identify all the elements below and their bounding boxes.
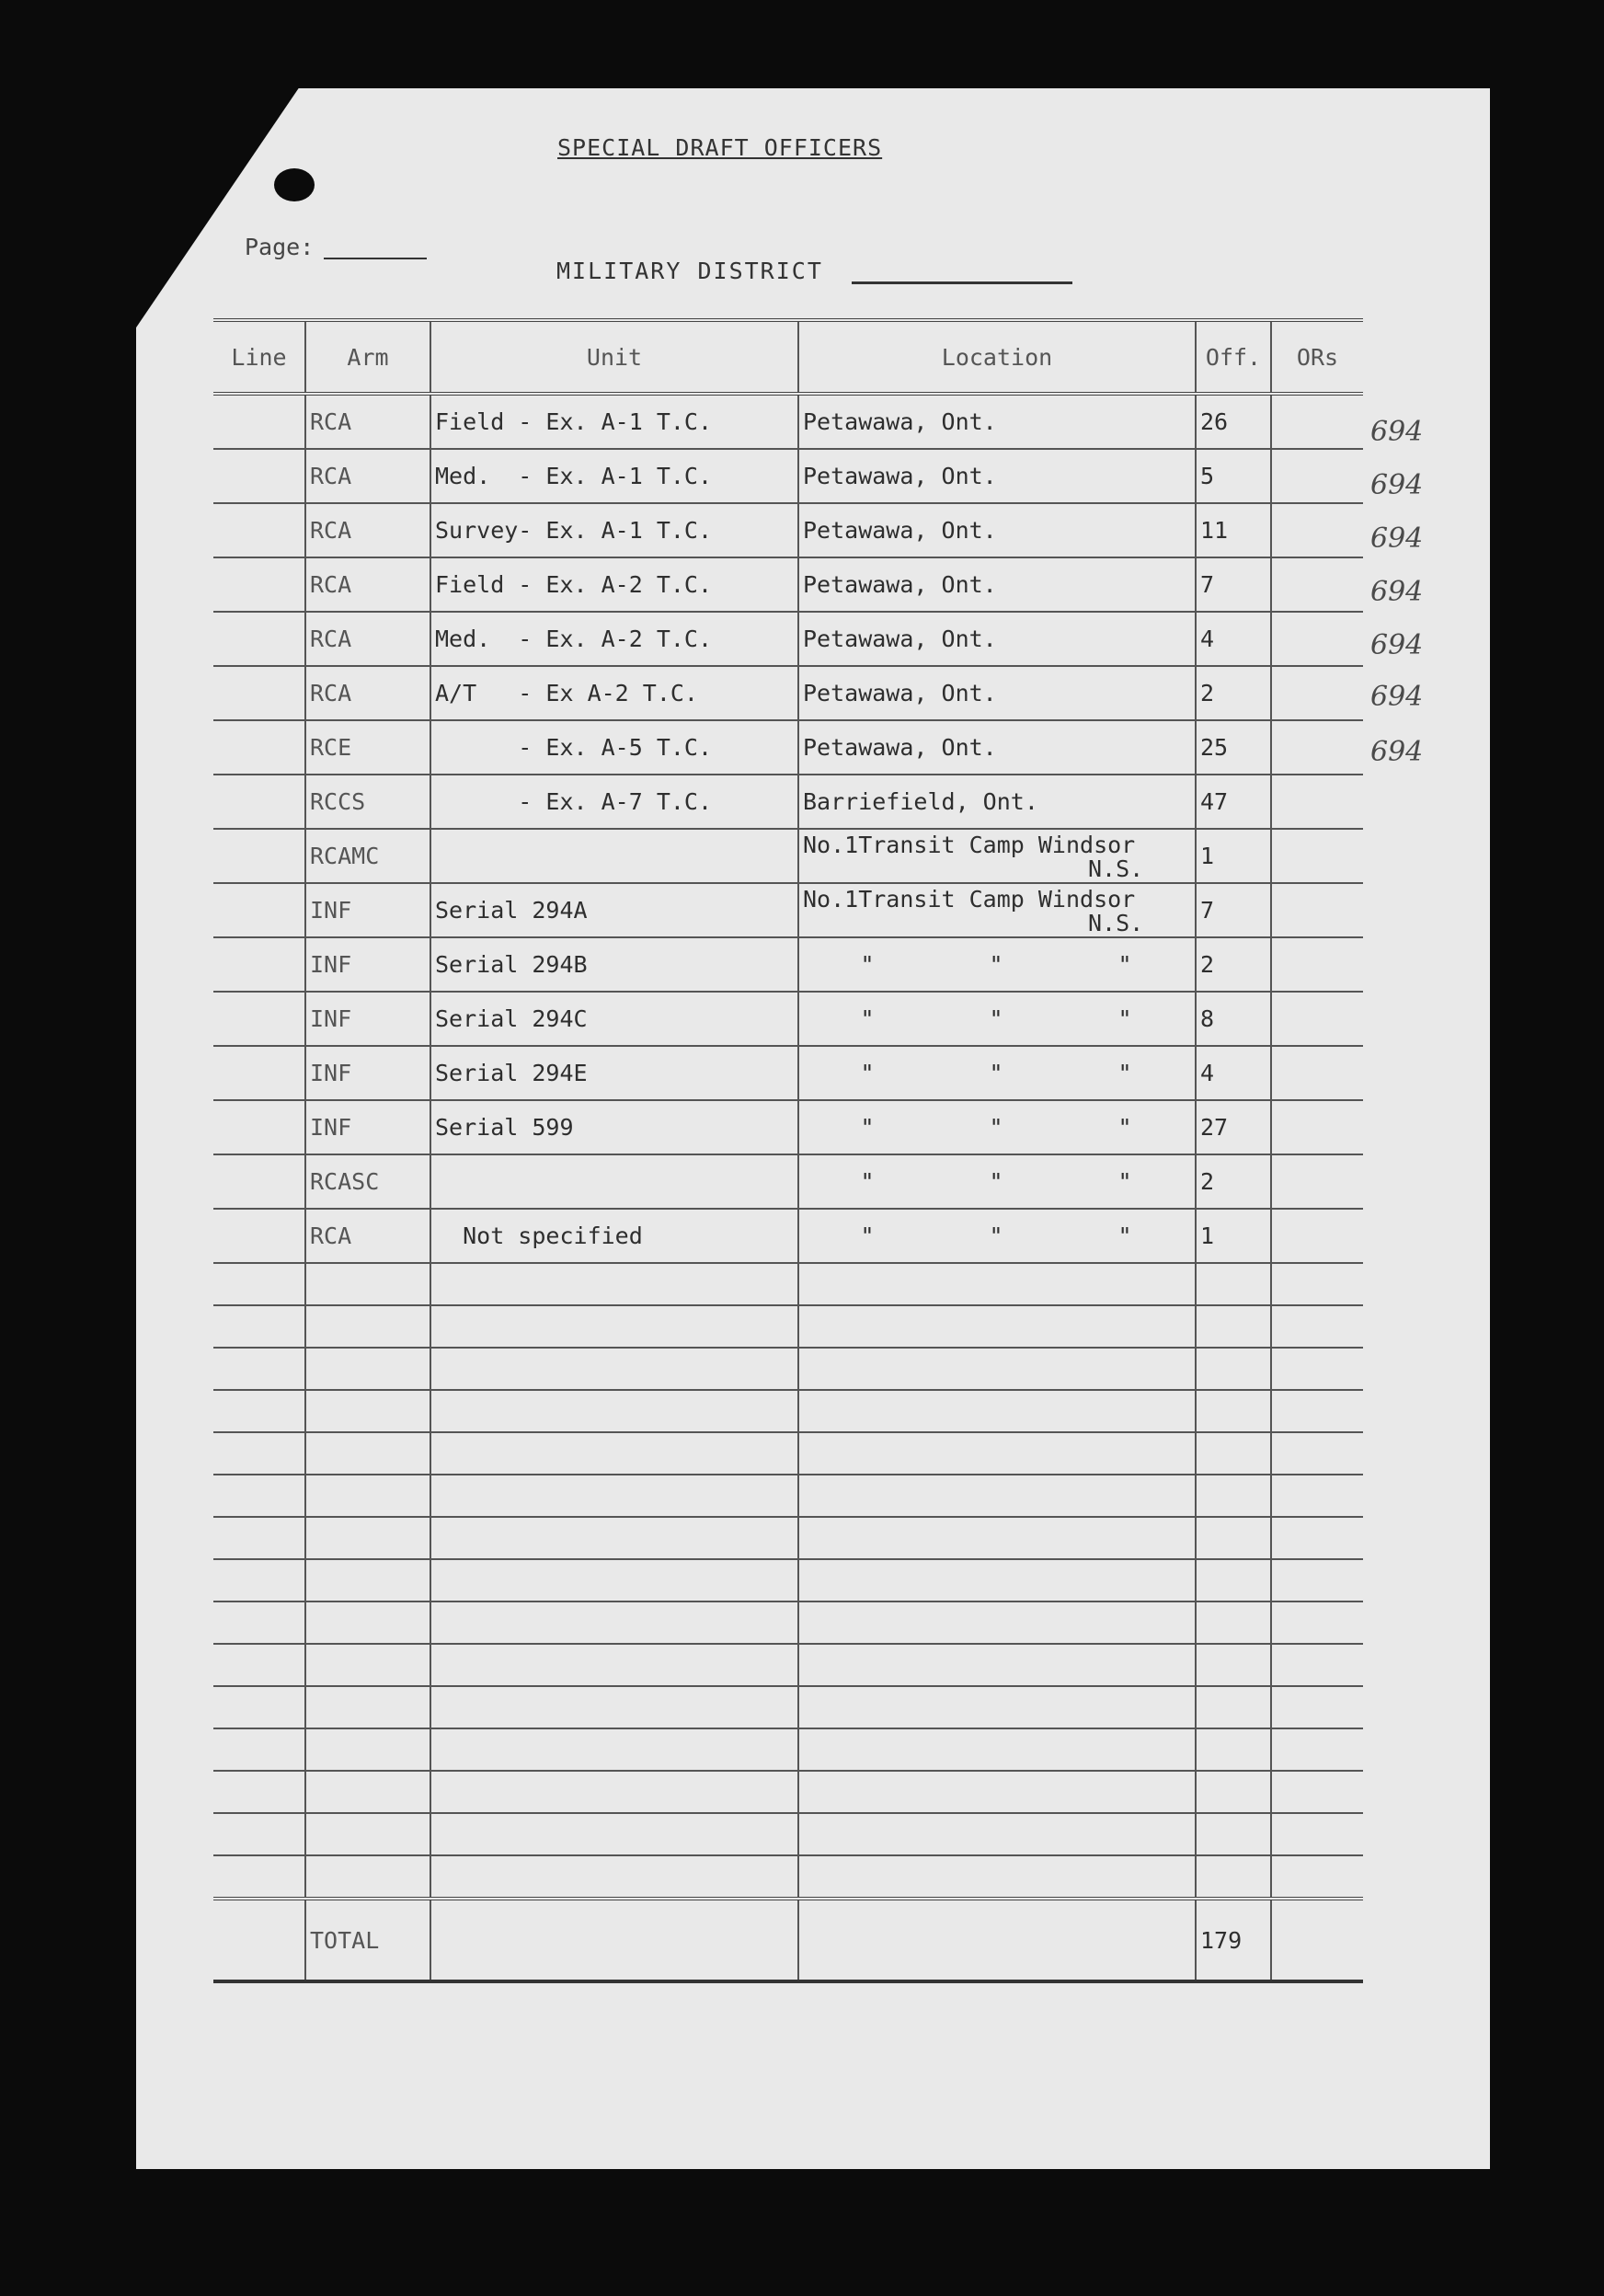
off-cell: 5	[1196, 449, 1271, 503]
table-row	[213, 612, 1363, 666]
off-cell: 1	[1196, 1209, 1271, 1263]
ors-cell	[1271, 829, 1363, 883]
table-row	[213, 992, 1363, 1046]
ditto-mark: "	[1117, 951, 1132, 978]
arm-cell: RCCS	[305, 775, 430, 829]
location-cell	[798, 1100, 1196, 1154]
location-cell	[798, 883, 1196, 937]
arm-cell: RCA	[305, 503, 430, 557]
unit-cell: - Ex. A-5 T.C.	[430, 720, 798, 775]
total-off: 179	[1196, 1899, 1271, 1981]
ditto-mark: "	[860, 1114, 875, 1141]
arm-cell: RCA	[305, 1209, 430, 1263]
total-line-cell	[213, 1899, 305, 1981]
off-cell: 2	[1196, 1154, 1271, 1209]
line-cell	[213, 775, 305, 829]
off-cell: 25	[1196, 720, 1271, 775]
unit-cell: Field - Ex. A-1 T.C.	[430, 394, 798, 449]
margin-note: 694	[1370, 681, 1424, 713]
blank-row	[213, 1771, 1363, 1813]
table-row	[213, 1209, 1363, 1263]
arm-cell: INF	[305, 1046, 430, 1100]
ors-cell	[1271, 720, 1363, 775]
arm-cell: RCASC	[305, 1154, 430, 1209]
off-cell: 47	[1196, 775, 1271, 829]
table-row	[213, 720, 1363, 775]
ditto-mark: "	[1117, 1060, 1132, 1086]
ors-cell	[1271, 1209, 1363, 1263]
arm-cell: INF	[305, 1100, 430, 1154]
ditto-mark: "	[860, 1060, 875, 1086]
arm-cell: INF	[305, 883, 430, 937]
unit-cell: Serial 294E	[430, 1046, 798, 1100]
off-cell: 27	[1196, 1100, 1271, 1154]
table-row	[213, 775, 1363, 829]
arm-cell: RCA	[305, 666, 430, 720]
off-cell: 1	[1196, 829, 1271, 883]
margin-note: 694	[1370, 736, 1424, 768]
arm-cell: RCA	[305, 394, 430, 449]
off-cell: 7	[1196, 883, 1271, 937]
line-cell	[213, 937, 305, 992]
arm-cell: INF	[305, 937, 430, 992]
total-label: TOTAL	[305, 1899, 430, 1981]
margin-note: 694	[1370, 522, 1424, 555]
ditto-mark: "	[989, 1114, 1003, 1141]
blank-row	[213, 1601, 1363, 1644]
unit-cell: Serial 599	[430, 1100, 798, 1154]
ditto-mark: "	[989, 1005, 1003, 1032]
location-cell	[798, 1209, 1196, 1263]
ors-cell	[1271, 449, 1363, 503]
unit-cell: Not specified	[430, 1209, 798, 1263]
table-header-row	[213, 320, 1363, 394]
off-cell: 4	[1196, 1046, 1271, 1100]
arm-cell: RCE	[305, 720, 430, 775]
col-line: Line	[213, 320, 305, 394]
line-cell	[213, 1154, 305, 1209]
line-cell	[213, 720, 305, 775]
blank-row	[213, 1686, 1363, 1728]
ors-cell	[1271, 666, 1363, 720]
ors-cell	[1271, 992, 1363, 1046]
total-row	[213, 1899, 1363, 1981]
off-cell: 2	[1196, 666, 1271, 720]
unit-cell: Serial 294A	[430, 883, 798, 937]
location-cell: Petawawa, Ont.	[798, 666, 1196, 720]
unit-cell	[430, 829, 798, 883]
ditto-mark: "	[860, 951, 875, 978]
ors-cell	[1271, 883, 1363, 937]
district-blank	[852, 281, 1072, 284]
table-row	[213, 829, 1363, 883]
district-label: MILITARY DISTRICT	[556, 258, 823, 284]
blank-row	[213, 1348, 1363, 1390]
ditto-mark: "	[1117, 1168, 1132, 1195]
table-row	[213, 449, 1363, 503]
arm-cell: RCAMC	[305, 829, 430, 883]
table-body	[213, 394, 1363, 1899]
location-cell: Petawawa, Ont.	[798, 394, 1196, 449]
margin-note: 694	[1370, 469, 1424, 501]
unit-cell	[430, 1154, 798, 1209]
line-cell	[213, 1046, 305, 1100]
off-cell: 7	[1196, 557, 1271, 612]
blank-row	[213, 1305, 1363, 1348]
table-row	[213, 1154, 1363, 1209]
margin-note: 694	[1370, 416, 1424, 448]
location-text: No.1Transit Camp Windsor	[803, 886, 1136, 913]
ors-cell	[1271, 1154, 1363, 1209]
off-cell: 11	[1196, 503, 1271, 557]
table-row	[213, 666, 1363, 720]
page-number-blank	[324, 258, 427, 259]
officers-table	[213, 318, 1363, 1983]
unit-cell: - Ex. A-7 T.C.	[430, 775, 798, 829]
blank-row	[213, 1263, 1363, 1305]
ors-cell	[1271, 937, 1363, 992]
ditto-mark: "	[1117, 1005, 1132, 1032]
table-row	[213, 503, 1363, 557]
location-cell	[798, 1046, 1196, 1100]
unit-cell: Med. - Ex. A-2 T.C.	[430, 612, 798, 666]
table-row	[213, 937, 1363, 992]
location-cell: Petawawa, Ont.	[798, 503, 1196, 557]
line-cell	[213, 829, 305, 883]
ors-cell	[1271, 503, 1363, 557]
line-cell	[213, 557, 305, 612]
location-subtext: N.S.	[1088, 855, 1144, 882]
arm-cell: INF	[305, 992, 430, 1046]
line-cell	[213, 883, 305, 937]
table-row	[213, 883, 1363, 937]
line-cell	[213, 666, 305, 720]
line-cell	[213, 1209, 305, 1263]
blank-row	[213, 1432, 1363, 1475]
blank-row	[213, 1813, 1363, 1855]
ditto-mark: "	[1117, 1223, 1132, 1249]
col-location: Location	[798, 320, 1196, 394]
page-label: Page:	[245, 234, 315, 260]
ors-cell	[1271, 1046, 1363, 1100]
off-cell: 4	[1196, 612, 1271, 666]
blank-row	[213, 1475, 1363, 1517]
ditto-mark: "	[1117, 1114, 1132, 1141]
margin-note: 694	[1370, 576, 1424, 608]
location-cell: Petawawa, Ont.	[798, 557, 1196, 612]
ditto-mark: "	[989, 1060, 1003, 1086]
blank-row	[213, 1559, 1363, 1601]
location-text: No.1Transit Camp Windsor	[803, 832, 1136, 858]
col-off: Off.	[1196, 320, 1271, 394]
col-ors: ORs	[1271, 320, 1363, 394]
margin-note: 694	[1370, 629, 1424, 661]
unit-cell: Serial 294C	[430, 992, 798, 1046]
blank-row	[213, 1644, 1363, 1686]
blank-row	[213, 1728, 1363, 1771]
arm-cell: RCA	[305, 449, 430, 503]
location-cell: Petawawa, Ont.	[798, 720, 1196, 775]
document-title: SPECIAL DRAFT OFFICERS	[557, 134, 883, 161]
location-cell	[798, 1154, 1196, 1209]
ors-cell	[1271, 612, 1363, 666]
table-row	[213, 557, 1363, 612]
unit-cell: Field - Ex. A-2 T.C.	[430, 557, 798, 612]
ors-cell	[1271, 394, 1363, 449]
off-cell: 8	[1196, 992, 1271, 1046]
ors-cell	[1271, 557, 1363, 612]
punch-hole	[274, 168, 315, 201]
ditto-mark: "	[989, 1223, 1003, 1249]
location-cell: Petawawa, Ont.	[798, 449, 1196, 503]
location-cell	[798, 937, 1196, 992]
location-cell: Barriefield, Ont.	[798, 775, 1196, 829]
ditto-mark: "	[860, 1005, 875, 1032]
col-arm: Arm	[305, 320, 430, 394]
unit-cell: Serial 294B	[430, 937, 798, 992]
col-unit: Unit	[430, 320, 798, 394]
unit-cell: Survey- Ex. A-1 T.C.	[430, 503, 798, 557]
location-subtext: N.S.	[1088, 910, 1144, 936]
blank-row	[213, 1390, 1363, 1432]
line-cell	[213, 992, 305, 1046]
line-cell	[213, 612, 305, 666]
table-row	[213, 394, 1363, 449]
ditto-mark: "	[989, 951, 1003, 978]
ditto-mark: "	[989, 1168, 1003, 1195]
arm-cell: RCA	[305, 612, 430, 666]
table-row	[213, 1100, 1363, 1154]
unit-cell: Med. - Ex. A-1 T.C.	[430, 449, 798, 503]
ditto-mark: "	[860, 1168, 875, 1195]
table-row	[213, 1046, 1363, 1100]
blank-row	[213, 1855, 1363, 1899]
location-cell: Petawawa, Ont.	[798, 612, 1196, 666]
unit-cell: A/T - Ex A-2 T.C.	[430, 666, 798, 720]
off-cell: 26	[1196, 394, 1271, 449]
ors-cell	[1271, 775, 1363, 829]
location-cell	[798, 829, 1196, 883]
off-cell: 2	[1196, 937, 1271, 992]
line-cell	[213, 449, 305, 503]
blank-row	[213, 1517, 1363, 1559]
ors-cell	[1271, 1100, 1363, 1154]
ditto-mark: "	[860, 1223, 875, 1249]
line-cell	[213, 1100, 305, 1154]
line-cell	[213, 394, 305, 449]
location-cell	[798, 992, 1196, 1046]
arm-cell: RCA	[305, 557, 430, 612]
line-cell	[213, 503, 305, 557]
